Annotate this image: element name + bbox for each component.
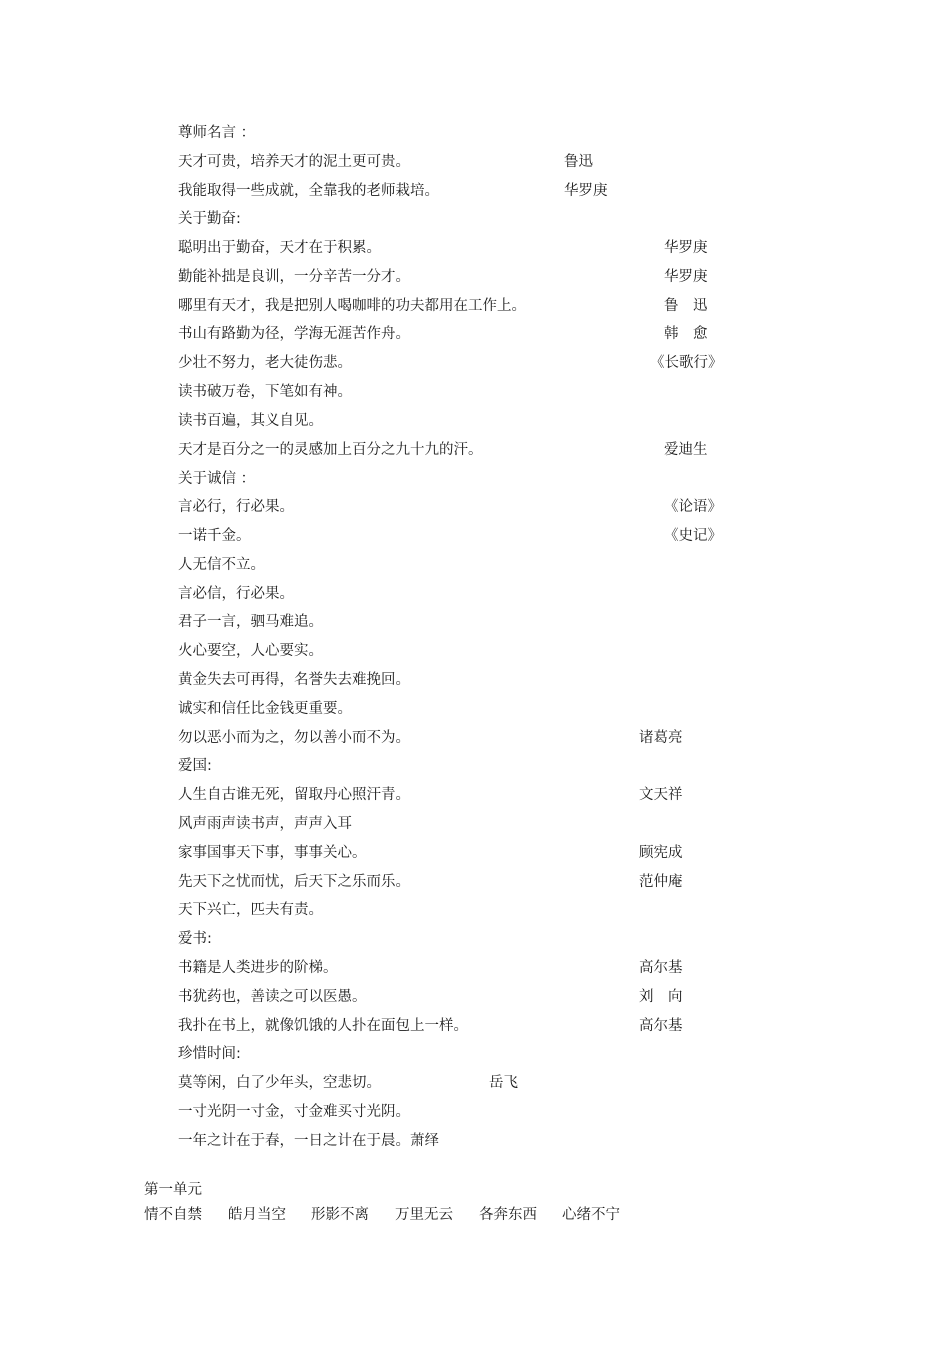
quote-text: 莫等闲，白了少年头，空悲切。 bbox=[178, 1075, 381, 1091]
quote-text: 书犹药也，善读之可以医愚。 bbox=[178, 989, 367, 1005]
quote-text: 读书百遍，其义自见。 bbox=[178, 413, 323, 429]
quote-text: 书籍是人类进步的阶梯。 bbox=[178, 960, 338, 976]
quote-text: 一寸光阴一寸金，寸金难买寸光阴。 bbox=[178, 1104, 410, 1120]
quote-author: 华罗庚 bbox=[664, 240, 708, 256]
idiom-item: 皓月当空 bbox=[228, 1207, 286, 1223]
quote-text: 天才可贵，培养天才的泥土更可贵。 bbox=[178, 154, 410, 170]
quote-text: 人生自古谁无死，留取丹心照汗青。 bbox=[178, 787, 410, 803]
quote-author: 鲁迅 bbox=[564, 154, 593, 170]
quote-text: 诚实和信任比金钱更重要。 bbox=[178, 701, 352, 717]
quote-text: 家事国事天下事，事事关心。 bbox=[178, 845, 367, 861]
quote-author: 文天祥 bbox=[639, 787, 683, 803]
idiom-item: 形影不离 bbox=[311, 1207, 369, 1223]
quote-text: 勿以恶小而为之，勿以善小而不为。 bbox=[178, 730, 410, 746]
idiom-item: 各奔东西 bbox=[479, 1207, 537, 1223]
quote-text: 天下兴亡，匹夫有责。 bbox=[178, 902, 323, 918]
idiom-item: 情不自禁 bbox=[144, 1207, 202, 1223]
quote-text: 一诺千金。 bbox=[178, 528, 251, 544]
quote-text: 人无信不立。 bbox=[178, 557, 265, 573]
quote-author: 爱迪生 bbox=[664, 442, 708, 458]
quote-text: 君子一言，驷马难追。 bbox=[178, 614, 323, 630]
idiom-item: 万里无云 bbox=[395, 1207, 453, 1223]
quote-author: 高尔基 bbox=[639, 960, 683, 976]
quote-text: 言必信，行必果。 bbox=[178, 586, 294, 602]
quote-text: 火心要空，人心要实。 bbox=[178, 643, 323, 659]
quote-text: 书山有路勤为径，学海无涯苦作舟。 bbox=[178, 326, 410, 342]
quote-text: 哪里有天才，我是把别人喝咖啡的功夫都用在工作上。 bbox=[178, 298, 526, 314]
quote-author: 华罗庚 bbox=[664, 269, 708, 285]
quote-author: 诸葛亮 bbox=[639, 730, 683, 746]
quote-text: 勤能补拙是良训，一分辛苦一分才。 bbox=[178, 269, 410, 285]
document-page: 尊师名言 ： 天才可贵，培养天才的泥土更可贵。 鲁迅 我能取得一些成就，全靠我的老师栽培。 华罗庚 关于勤奋: 聪明出于勤奋，天才在于积累。 华罗庚 勤能补拙是良训，一分辛苦一分才。 华罗庚 哪里有天才，我是把别人喝咖啡的功夫都用在工作上。 鲁 迅 书山有路勤为径，学海无涯苦作舟。 韩 愈 少壮不努力，老大徒伤悲。 《长歌行》 读书破万卷，下笔如有神。 读书百遍，其义自见。 天才是百分之一的灵感加上百分之九十九的汗。 爱迪生 关于诚信 ： 言必行，行必果。 《论语》 一诺千金。 《史记》 人无信不立。 言必信，行必果。 君子一言，驷马难追。 火心要空，人心要实。 黄金失去可再得，名誉失去难挽回。 诚实和信任比金钱更重要。 勿以恶小而为之，勿以善小而不为。 诸葛亮 爱国: 人生自古谁无死，留取丹心照汗青。 文天祥 风声雨声读书声，声声入耳 家事国事天下事，事事关心。 顾宪成 先天下之忧而忧，后天下之乐而乐。 范仲庵 天下兴亡，匹夫有责。 爱书: 书籍是人类进步的阶梯。 高尔基 书犹药也，善读之可以医愚。 刘 向 我扑在书上，就像饥饿的人扑在面包上一样。 高尔基 珍惜时间: 莫等闲，白了少年头，空悲切。 岳飞 一寸光阴一寸金，寸金难买寸光阴。 一年之计在于春，一日之计在于晨。萧绎 第一单元 情不自禁 皓月当空 形影不离 万里无云 各奔东西 心绪不宁 bbox=[0, 0, 950, 1345]
quote-text: 天才是百分之一的灵感加上百分之九十九的汗。 bbox=[178, 442, 483, 458]
quote-text: 我扑在书上，就像饥饿的人扑在面包上一样。 bbox=[178, 1018, 468, 1034]
quote-text: 先天下之忧而忧，后天下之乐而乐。 bbox=[178, 874, 410, 890]
quote-text: 言必行，行必果。 bbox=[178, 499, 294, 515]
quote-text: 黄金失去可再得，名誉失去难挽回。 bbox=[178, 672, 410, 688]
unit-title: 第一单元 bbox=[144, 1182, 202, 1198]
quote-text: 一年之计在于春，一日之计在于晨。萧绎 bbox=[178, 1133, 439, 1149]
quote-author: 《史记》 bbox=[664, 528, 722, 544]
quote-text: 少壮不努力，老大徒伤悲。 bbox=[178, 355, 352, 371]
quote-author: 《论语》 bbox=[664, 499, 722, 515]
quote-author: 岳飞 bbox=[489, 1075, 518, 1091]
quote-author: 范仲庵 bbox=[639, 874, 683, 890]
quote-author: 韩 愈 bbox=[664, 326, 708, 342]
quote-author: 刘 向 bbox=[639, 989, 683, 1005]
quote-text: 风声雨声读书声，声声入耳 bbox=[178, 816, 352, 832]
quote-author: 鲁 迅 bbox=[664, 298, 708, 314]
quote-text: 我能取得一些成就，全靠我的老师栽培。 bbox=[178, 183, 439, 199]
quote-author: 华罗庚 bbox=[564, 183, 608, 199]
quote-author: 顾宪成 bbox=[639, 845, 683, 861]
quote-author: 高尔基 bbox=[639, 1018, 683, 1034]
idiom-item: 心绪不宁 bbox=[562, 1207, 620, 1223]
quote-text: 读书破万卷，下笔如有神。 bbox=[178, 384, 352, 400]
quote-text: 聪明出于勤奋，天才在于积累。 bbox=[178, 240, 381, 256]
quote-author: 《长歌行》 bbox=[650, 355, 723, 371]
